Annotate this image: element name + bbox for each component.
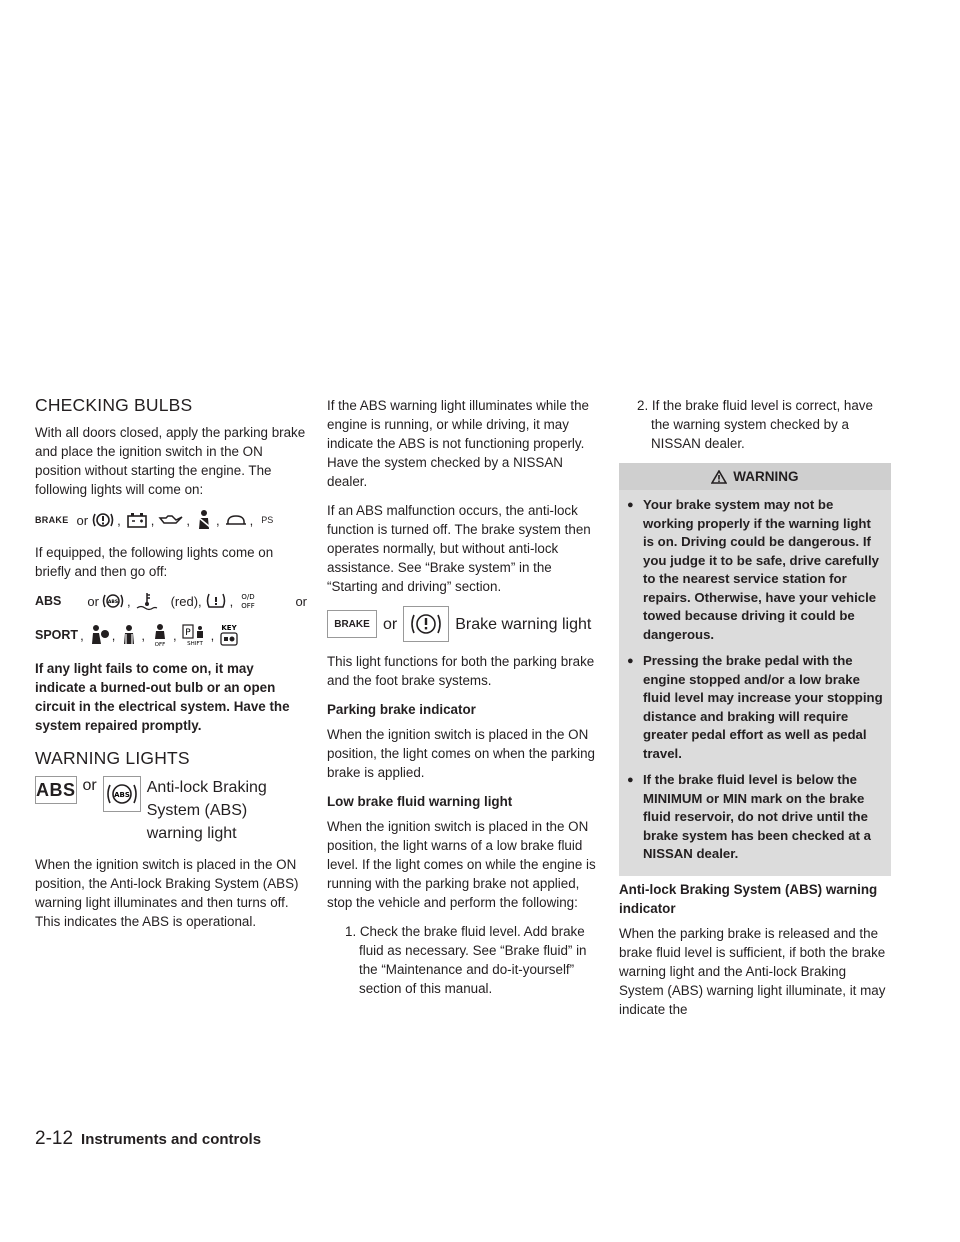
bulb-icon-row-3: SPORT , , , OFF , P SHIFT , KEY	[35, 623, 307, 647]
heading-warning-lights: WARNING LIGHTS	[35, 748, 190, 768]
paragraph: If the ABS warning light illuminates while the engine is running, or while driving, it may indicate the ABS is not functioning properly. Have the system checked by a NISSAN dealer.	[327, 398, 589, 489]
column-2	[327, 396, 599, 1008]
subheading-abs-warning-indicator: Anti-lock Braking System (ABS) warning indicator	[619, 881, 878, 916]
warning-list	[619, 490, 891, 876]
subheading-low-brake-fluid: Low brake fluid warning light	[327, 794, 513, 809]
page-footer	[35, 1128, 261, 1150]
or-text: or	[383, 615, 398, 633]
paragraph: When the ignition switch is placed in the ON position, the light comes on when the parking brake is applied.	[327, 727, 595, 780]
abs-circle-icon	[101, 591, 125, 611]
brake-circle-box-icon	[403, 606, 449, 642]
abs-warning-light-header	[35, 776, 307, 845]
bold-paragraph: If any light fails to come on, it may indicate a burned-out bulb or an open circuit in the electrical system. Have the system repaired promptly.	[35, 661, 290, 733]
shift-p-icon	[181, 623, 209, 647]
abs-warning-title: Anti-lock Braking System (ABS) warning light	[146, 779, 267, 842]
seatbelt-icon	[194, 509, 214, 531]
battery-icon	[125, 511, 149, 529]
coolant-temp-icon	[135, 591, 159, 611]
abs-circle-box-icon	[103, 776, 141, 812]
svg-text:ABS: ABS	[107, 600, 119, 605]
column-1	[35, 396, 307, 941]
warning-item: ● Pressing the brake pedal with the engine stopped and/or a low brake fluid level may increase your stopping distance and braking will require greater pedal effort as well as pedal travel.	[625, 652, 885, 763]
step-1: 1. Check the brake fluid level. Add brake fluid as necessary. See “Brake fluid” in the “Maintenance and do-it-yourself” section of this manual.	[345, 924, 587, 996]
abs-text-icon: ABS	[35, 593, 62, 608]
paragraph: With all doors closed, apply the parking brake and place the ignition switch in the ON position without starting the engine. The following lights will come on:	[35, 425, 306, 497]
section-title: Instruments and controls	[81, 1131, 262, 1148]
airbag-off-icon	[149, 623, 171, 647]
seatbelt-passenger-icon	[119, 624, 139, 646]
paragraph: When the ignition switch is placed in the ON position, the light warns of a low brake fluid level. If the light comes on while the engine is running with the parking brake not applied, stop the vehicle and perform the following:	[327, 819, 596, 910]
oil-pressure-icon	[158, 512, 184, 528]
heading-checking-bulbs: CHECKING BULBS	[35, 395, 193, 415]
warning-item: ● If the brake fluid level is below the MINIMUM or MIN mark on the brake fluid reservoir, do not drive until the brake system has been checked at a NISSAN dealer.	[625, 771, 885, 864]
warning-title: WARNING	[733, 469, 799, 484]
key-icon	[218, 623, 240, 647]
paragraph: When the ignition switch is placed in the ON position, the Anti-lock Braking System (ABS) warning light illuminates and then turns off. This indicates the ABS is operational.	[35, 857, 299, 929]
svg-text:P: P	[184, 628, 191, 638]
warning-item: ● Your brake system may not be working properly if the warning light is on. Driving could be dangerous. If you judge it to be safe, drive carefully to the nearest service station for repairs. Otherwise, have your vehicle towed because driving it could be dangerous.	[625, 496, 885, 644]
or-text: or	[82, 777, 97, 794]
occupant-airbag-icon	[88, 624, 110, 646]
warning-box	[619, 463, 891, 876]
airbag-warning-icon	[224, 512, 248, 528]
subheading-parking-brake: Parking brake indicator	[327, 702, 476, 717]
brake-warning-title: Brake warning light	[455, 615, 592, 633]
page-number: 2-12	[35, 1128, 74, 1149]
or-text: or	[295, 593, 307, 609]
svg-text:KEY: KEY	[221, 624, 237, 632]
ps-icon: PS	[261, 514, 274, 525]
bulb-icon-row-2: ABS or ABS , (red), , O/D OFF or	[35, 593, 307, 610]
or-text: or	[87, 593, 99, 609]
paragraph: If equipped, the following lights come on briefly and then go off:	[35, 545, 274, 579]
brake-box-icon: BRAKE	[327, 610, 377, 638]
sport-text-icon: SPORT	[35, 627, 79, 642]
svg-text:SHIFT: SHIFT	[186, 641, 203, 647]
tpms-icon	[204, 591, 228, 611]
abs-box-icon: ABS	[35, 776, 77, 804]
brake-word-icon: BRAKE	[35, 514, 69, 525]
paragraph: When the parking brake is released and the brake fluid level is sufficient, if both the brake warning light and the Anti-lock Braking System (ABS) warning light illuminate, it may indicate the	[619, 925, 886, 1017]
brake-warning-light-header	[327, 606, 599, 642]
red-text: (red),	[170, 593, 202, 609]
bulb-icon-row-1: BRAKE or , , , , , PS	[35, 509, 307, 531]
paragraph: This light functions for both the parking brake and the foot brake systems.	[327, 654, 595, 688]
or-text: or	[76, 512, 89, 528]
warning-triangle-icon	[711, 470, 727, 484]
svg-text:OFF: OFF	[241, 602, 256, 610]
svg-text:O/D: O/D	[241, 593, 255, 601]
od-off-icon	[237, 591, 259, 611]
column-3	[619, 396, 891, 1029]
svg-text:ABS: ABS	[113, 791, 130, 799]
svg-text:OFF: OFF	[154, 642, 166, 647]
paragraph: If an ABS malfunction occurs, the anti-lock function is turned off. The brake system then operates normally, but without anti-lock assistance. See “Brake system” in the “Starting and driving” section.	[327, 503, 591, 594]
step-2: 2. If the brake fluid level is correct, have the warning system checked by a NISSAN dealer.	[637, 398, 873, 451]
brake-circle-icon	[91, 510, 115, 530]
warning-header	[619, 463, 891, 490]
